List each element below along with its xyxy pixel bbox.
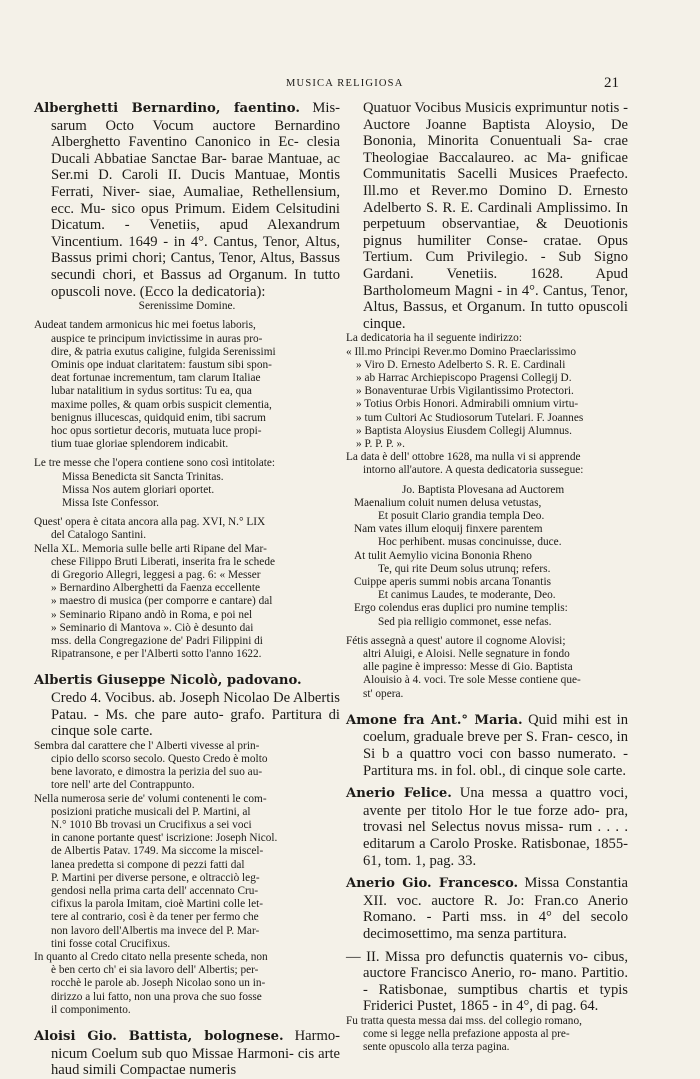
text-line: è ben certo ch' ei sia lavoro dell' Albertis; per- (51, 964, 259, 977)
entry-text: rum . . . . editarum a Carolo Proske. (363, 819, 629, 852)
running-head: MUSICA RELIGIOSA (286, 78, 404, 89)
entry-text: mano. Partitio. - Ratisbonae, sumptibus (363, 965, 628, 998)
text-line: intorno all'autore. A questa dedicatoria sussegue: (363, 464, 584, 477)
poem-line: Ergo colendus eras duplici pro numine templis: (354, 602, 568, 615)
text-line: » Seminario Ripano andò in Roma, e poi nel (51, 608, 253, 621)
entry-albertis (34, 672, 340, 739)
text-line: » Bernardino Alberghetti da Faenza eccellente (51, 582, 261, 595)
dedication-salutation: Serenissime Domine. (138, 300, 236, 313)
text-line: in canone portante quest' iscrizione: Joseph Nicol. (51, 832, 278, 845)
text-line: st' opera. (363, 687, 404, 700)
entry-text: XII. voc. auctore R. Jo: Fran.co Anerio (363, 892, 628, 909)
dedication-address-note (346, 332, 628, 477)
text-line: Ripatransone, e per l'Alberti sotto l'anno 1622. (51, 648, 262, 661)
entry-text: sico opus Primum. Eidem Celsitudini (111, 200, 340, 217)
entry-text: (Ecco la dedicatoria): (139, 283, 266, 300)
entry-heading: Anerio Gio. Francesco. (346, 876, 519, 892)
entry-text: Praefecto. Ill.mo et Rever.mo Domino (363, 166, 628, 199)
text-line: « Ill.mo Principi Rever.mo Domino Praeclarissimo (346, 345, 576, 358)
entry-text: in coelum, graduale breve per S. Fran- (363, 711, 629, 746)
entry-heading: Amone fra Ant.° Maria. (346, 712, 523, 728)
text-line: rocchè le parole ab. Joseph Nicolao sono un in- (51, 977, 266, 990)
text-line: mss. della Congregazione de' Padri Filippini di (51, 635, 263, 647)
entry-text: chartis et typis Friderici Pustet, 1865 - (363, 981, 628, 1015)
text-line: sente opuscolo alla terza pagina. (363, 1041, 510, 1054)
entry-text: Altus, Bassus secundi chori, et Bassus (51, 250, 340, 283)
entry-text: numerato. - Partitura ms. in fol. obl., di (363, 745, 628, 779)
text-line: » Baptista Aloysius Eiusdem Collegij Alumnus. (356, 424, 572, 437)
page-header (0, 75, 700, 98)
text-line: La data è dell' ottobre 1628, ma nulla vi si apprende (346, 451, 581, 464)
entry-text: Altus, Bassus primi chori; Cantus, Tenor, (51, 233, 340, 267)
entry-text: grafo. Partitura di cinque sole carte. (51, 706, 340, 740)
entry-text: tutto opuscoli cinque. (363, 299, 628, 332)
entry-text: & Deuotionis pignus humiliter Conse- (363, 216, 628, 249)
text-line: cipio dello scorso secolo. Questo Credo è molto (51, 752, 268, 765)
text-line: » maestro di musica (per comporre e cantare) dal (51, 595, 273, 608)
entry-text: — II. Missa pro defunctis quaternis vo- (346, 948, 588, 965)
text-line: Nella numerosa serie de' volumi contenenti le com- (34, 792, 267, 805)
text-line: La dedicatoria ha il seguente indirizzo: (346, 332, 522, 345)
text-line: gendosi nella prima carta dell' accennato Cru- (51, 885, 259, 898)
entry-text: barae Mantuae, ac Ser.mi D. Caroli II. (51, 150, 341, 184)
poem-line: Et canimus Laudes, te moderante, Deo. (378, 589, 556, 602)
text-line: » P. P. P. ». (356, 437, 405, 450)
text-line: benignus illucescas, quidquid enim, tibi sacrum (51, 411, 266, 424)
text-line: Fu tratta questa messa dai mss. del collegio romano, (346, 1014, 582, 1027)
entry-text: cibus, auctore Francisco Anerio, ro- (363, 948, 628, 982)
entry-text: decimosettimo, ma senza partitura. (363, 925, 567, 942)
entry-text: Ratisbonae, 1855-61, tom. 1, pag. 33. (363, 835, 628, 869)
text-line: Le tre messe che l'opera contiene sono così intitolate: (34, 457, 276, 470)
text-line: deat fortunae incrementum, tam clarum Italiae (51, 372, 261, 385)
entry-text: De Albertis Patau. - Ms. che pare auto- (51, 690, 340, 723)
text-line: dirizzo a lui fatto, non una prova che suo fosse (51, 990, 262, 1003)
text-line: tere al contrario, così è da tener per fermo che (51, 911, 259, 924)
text-line: Quest' opera è citata ancora alla pag. XVI, N.° LIX (34, 516, 266, 529)
text-line: lubar natalitium in sydus sortitus: Tu ea, qua (51, 385, 252, 398)
text-line: posizioni pratiche musicali del P. Martini, al (51, 805, 251, 818)
masses-note (34, 457, 340, 510)
text-line: » ab Harrac Archiepiscopo Pragensi Collegij D. (356, 371, 572, 384)
fetis-note (346, 635, 628, 701)
entry-text: cesco, in Si b a quattro voci con basso (363, 729, 628, 762)
entry-text: Ducis Mantuae, Montis Ferrati, Niver- (51, 167, 340, 200)
entry-aloisi-continued (346, 100, 628, 332)
entry-heading: Alberghetti Bernardino, faentino. (34, 101, 300, 116)
entry-text: nicum Coelum sub quo Missae Harmoni- (51, 1045, 294, 1062)
text-line: tore nell' arte del Contrappunto. (51, 779, 195, 792)
entry-text: in 4°, di pag. 64. (501, 998, 599, 1015)
entry-alberghetti (34, 100, 340, 300)
text-line: de Albertis Patav. 1749. Ma siccome la miscel- (51, 845, 264, 858)
text-line: dire, & patria exutus caligine, fulgida Serenissimi (51, 345, 276, 358)
text-line: hoc opus sortietur decoris, mutuata luce propi- (51, 424, 262, 437)
entry-amone (346, 712, 628, 779)
text-line: » Seminario di Mantova ». Ciò è desunto dai (51, 621, 254, 634)
text-line: P. Martini per diverse persone, e oltracciò leg- (51, 871, 260, 884)
text-line: » tum Cultori Ac Studiosorum Tutelari. F. Joannes (356, 411, 584, 424)
text-line: » Viro D. Ernesto Adelberto S. R. E. Cardinali (356, 358, 566, 371)
entry-text: Amplissimo. In perpetuum observantiae, (363, 199, 628, 233)
albertis-note-2 (34, 793, 340, 951)
text-line: auspice te principum invictissime in auras pro- (51, 332, 263, 345)
entry-text: Sub Signo Gardani. Venetiis. 1628. Apud (363, 249, 628, 282)
poem-line: Te, qui rite Deum solus utrunq; refers. (378, 562, 551, 575)
entry-heading: Aloisi Gio. Battista, bolognese. (34, 1029, 284, 1045)
entry-anerio-requiem (346, 949, 628, 1015)
catalog-note (34, 516, 340, 542)
text-line: In quanto al Credo citato nella presente scheda, non (34, 951, 268, 964)
entry-text: Romano. - Parti mss. in 4° del secolo (363, 909, 628, 926)
entry-text: ad Organum. In tutto opuscoli nove. (51, 266, 340, 300)
text-line: Alouisio à 4. voci. Tre sole Messe contiene que- (363, 674, 581, 687)
entry-aloisi (34, 1028, 340, 1079)
mass-title: Missa Benedicta sit Sancta Trinitas. (62, 470, 224, 483)
entry-text: Bartholomeum Magni - in 4°. Cantus, (363, 282, 588, 299)
poem-title: Jo. Baptista Plovesana ad Auctorem (402, 483, 565, 496)
albertis-note-3 (34, 951, 340, 1017)
poem-line: Et posuit Clario grandia templa Deo. (378, 509, 545, 522)
text-line: Fétis assegnà a quest' autore il cognome Alovisi; (346, 634, 566, 647)
text-line: bene lavorato, e dimostra la perizia del suo au- (51, 766, 263, 779)
entry-text: sarum Octo Vocum auctore Bernardino (51, 117, 340, 134)
entry-heading: Albertis Giuseppe Nicolò, padovano. (34, 673, 302, 689)
text-line: » Totius Orbis Honori. Admirabili omnium virtu- (356, 398, 579, 411)
entry-text: Quatuor Vocibus Musicis exprimuntur (363, 100, 588, 116)
entry-text: Vincentium. 1649 - in 4°. Cantus, Tenor, (51, 233, 300, 250)
text-line: alle pagine è impresso: Messe di Gio. Baptista (363, 661, 573, 674)
poem-line: Cuippe aperis summi nobis arcana Tonantis (354, 575, 551, 588)
entry-anerio-giovanni (346, 875, 628, 942)
memoria-note (34, 543, 340, 662)
text-line: Sembra dal carattere che l' Alberti vivesse al prin- (34, 739, 260, 752)
entry-anerio-felice (346, 785, 628, 869)
text-line: N.° 1010 Bb trovasi un Crucifixus a sei voci (51, 819, 252, 831)
entry-text: avente per titolo Hor le tue forze ado- (363, 802, 600, 819)
dedication-text (34, 319, 340, 451)
poem-line: Hoc perhibent. musas concinuisse, duce. (378, 536, 562, 549)
text-line: Audeat tandem armonicus hic mei foetus laboris, (34, 319, 256, 332)
text-line: Ominis ope induat claritatem: faustum sibi spon- (51, 358, 272, 371)
entry-text: De Bononia, Minorita Conuentuali Sa- (363, 116, 628, 150)
text-line: altri Aluigi, e Aloisi. Nelle segnature in fondo (363, 647, 570, 660)
final-note (346, 1015, 628, 1055)
entry-text: D. Ernesto Adelberto S. R. E. Cardinali (363, 182, 628, 216)
entry-text: cinque sole carte. (524, 762, 627, 779)
entry-text: gnificae Communitatis Sacelli Musices (363, 149, 628, 183)
entry-heading: Anerio Felice. (346, 786, 452, 802)
text-line: » Bonaventurae Urbis Vigilantissimo Protectori. (356, 385, 574, 398)
entry-text: notis - Auctore Joanne Baptista Aloysio, (363, 100, 629, 133)
entry-text: Missa Constantia (518, 875, 628, 892)
text-line: Nella XL. Memoria sulle belle arti Ripane del Mar- (34, 542, 267, 555)
entry-text: siae, Aumaliae, Rethellensium, ecc. Mu- (51, 183, 340, 217)
right-column (346, 100, 628, 1055)
entry-text: Una messa a quattro voci, (451, 785, 629, 802)
entry-text: Quid mihi est (522, 711, 612, 728)
entry-text: Tenor, Altus, Bassus, et Organum. In (363, 282, 628, 316)
page-number: 21 (604, 75, 619, 91)
mass-title: Missa Nos autem gloriari oportet. (62, 483, 215, 496)
entry-text: crae Theologiae Baccalaureo. ac Ma- (363, 133, 628, 166)
poem-line: Nam vates illum eloquij finxere parentem (354, 523, 543, 536)
poem-line: Maenalium coluit numen delusa vetustas, (354, 496, 542, 509)
text-line: tium tuae gloriae splendorem indicabit. (51, 438, 229, 451)
entry-text: Harmo- (283, 1028, 340, 1045)
text-line: cifixus la parola Imitam, cioè Martini colle let- (51, 898, 264, 911)
entry-text: Alberghetto Faventino Canonico in Ec- (51, 134, 299, 151)
entry-text: Credo 4. Vocibus. ab. Joseph Nicolao (51, 690, 270, 706)
text-line: chese Filippo Bruti Liberati, inserita fra le schede (51, 555, 275, 568)
text-line: di Gregorio Allegri, leggesi a pag. 6: « Messer (51, 568, 261, 581)
poem-line: Sed pia relligio commonet, esse nefas. (378, 615, 552, 628)
entry-text: cratae. Opus Tertium. Cum Privilegio. - (363, 232, 628, 266)
text-line: lanea predetta si compone di pezzi fatti dal (51, 858, 245, 871)
text-line: maxime polles, & quam orbis suspicit clementia, (51, 398, 272, 411)
entry-text: pra, trovasi nel Selectus novus missa- (363, 802, 628, 836)
entry-text: Mis- (299, 100, 341, 116)
entry-text: cis arte haud simili Compactae numeris (51, 1045, 340, 1079)
text-line: non lavoro dell'Albertis ma invece del P. Mar- (51, 924, 260, 937)
poem-line: At tulit Aemylio vicina Bononia Rheno (354, 549, 532, 562)
text-line: come si legge nella prefazione apposta al pre- (363, 1028, 570, 1041)
text-line: il componimento. (51, 1003, 131, 1016)
text-line: del Catalogo Santini. (51, 529, 147, 542)
left-column (34, 100, 340, 1079)
mass-title: Missa Iste Confessor. (62, 496, 159, 509)
entry-text: Dicatum. - Venetiis, apud Alexandrum (51, 217, 340, 234)
entry-text: clesia Ducali Abbatiae Sanctae Bar- (51, 134, 341, 167)
text-line: tini fosse cotal Crucifixus. (51, 937, 171, 950)
albertis-note-1 (34, 740, 340, 793)
dedicatory-poem (346, 484, 628, 629)
